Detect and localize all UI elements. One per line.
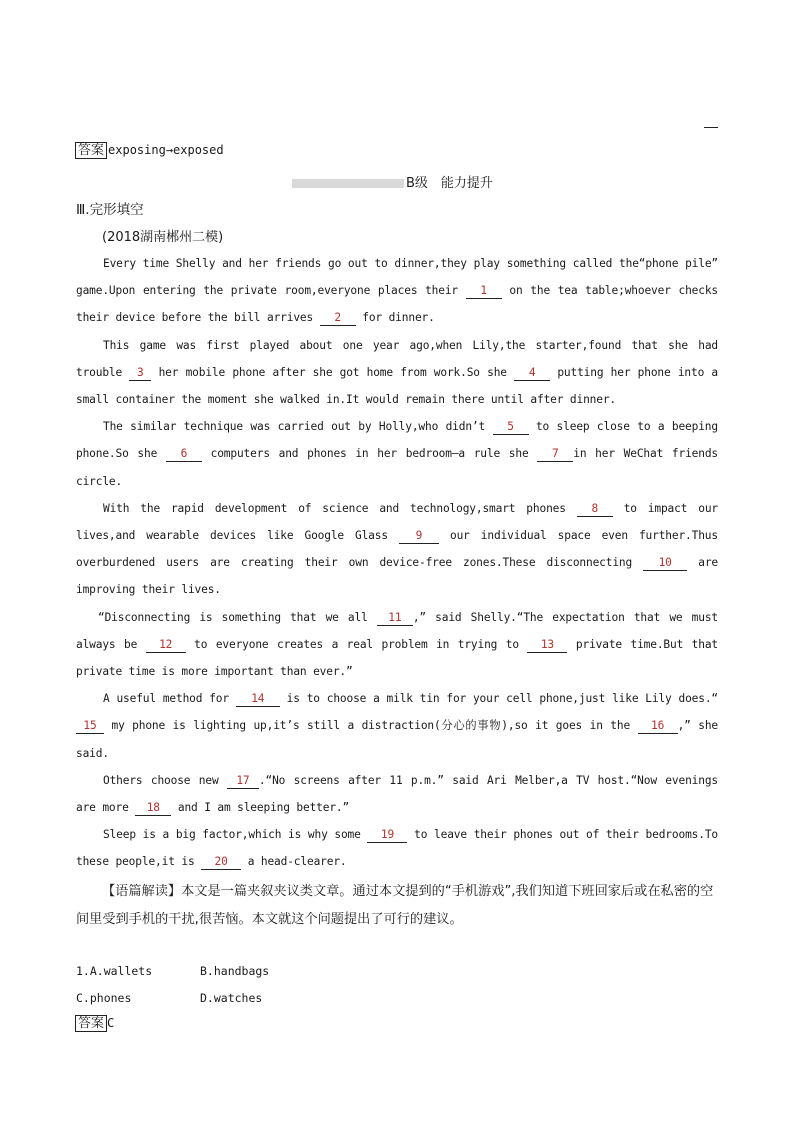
passage-text: Every time Shelly and her friends go out to dinner,they play something called the“phone pile” game.Upon entering the private room,everyone places their <box>76 257 718 298</box>
blank-6[interactable]: 6 <box>166 447 202 462</box>
passage-paragraph <box>76 332 718 414</box>
blank-8[interactable]: 8 <box>577 502 613 517</box>
passage-text: for dinner. <box>355 311 435 325</box>
passage-text: to everyone creates a real problem in trying to <box>185 637 528 651</box>
answer-text: C <box>107 1016 115 1030</box>
option-d[interactable]: D.watches <box>200 991 263 1005</box>
blank-1[interactable]: 1 <box>466 284 502 299</box>
passage-text: to leave their phones out of their bedrooms.To these people,it is <box>76 828 718 869</box>
answer-1 <box>75 1015 114 1032</box>
blank-20[interactable]: 20 <box>201 855 241 870</box>
blank-12[interactable]: 12 <box>146 638 186 653</box>
blank-15[interactable]: 15 <box>76 719 104 734</box>
answer-label: 答案 <box>75 142 107 159</box>
option-a[interactable]: 1.A.wallets <box>76 964 153 978</box>
reading-note: 【语篇解读】本文是一篇夹叙夹议类文章。通过本文提到的“手机游戏”,我们知道下班回家后或在私密的空间里受到手机的干扰,很苦恼。本文就这个问题提出了可行的建议。 <box>76 884 714 927</box>
level-banner <box>292 172 493 191</box>
answer-label: 答案 <box>75 1015 107 1032</box>
passage-text: her mobile phone after she got home from work.So she <box>151 365 515 379</box>
blank-17[interactable]: 17 <box>227 774 259 789</box>
passage-paragraph <box>76 821 718 875</box>
blank-19[interactable]: 19 <box>367 828 407 843</box>
passage-paragraph <box>76 604 718 686</box>
blank-3[interactable]: 3 <box>129 366 151 381</box>
passage-text: A useful method for <box>103 692 236 706</box>
answer-text: exposing→exposed <box>108 143 224 157</box>
section-source: (2018湖南郴州二模) <box>102 230 224 245</box>
blank-4[interactable]: 4 <box>514 366 550 381</box>
passage-text: a head-clearer. <box>241 855 347 869</box>
passage-text: and I am sleeping better.” <box>171 801 350 815</box>
passage-paragraph <box>76 767 718 821</box>
blank-16[interactable]: 16 <box>638 719 678 734</box>
passage-text: to impact our lives,and wearable devices like Google Glass <box>76 501 719 543</box>
banner-text: B级 能力提升 <box>406 176 493 191</box>
passage-text: our individual space even further.Thus overburdened users are creating their own device-free zones.These disconnecting <box>76 529 718 570</box>
passage-text: in her WeChat friends circle. <box>76 447 718 488</box>
passage-text: Others choose new <box>103 773 227 787</box>
passage-paragraph <box>76 495 718 604</box>
passage-text: is to choose a milk tin for your cell phone,just like Lily does.“ <box>279 692 719 706</box>
passage-text: With the rapid development of science and technology,smart phones <box>103 501 577 515</box>
question-1-options <box>76 958 324 1012</box>
passage-text: This game was first played about one year ago,when Lily,the starter,found that she had trouble <box>76 338 718 379</box>
option-b[interactable]: B.handbags <box>200 964 270 978</box>
blank-2[interactable]: 2 <box>320 311 356 326</box>
passage-text: putting her phone into a small container the moment she walked in.It would remain there until after dinner. <box>76 365 718 407</box>
previous-answer <box>75 142 224 159</box>
passage-paragraph <box>76 250 718 332</box>
passage-paragraph <box>76 685 718 767</box>
blank-11[interactable]: 11 <box>377 611 413 626</box>
passage-text: ,” she said. <box>76 719 719 760</box>
blank-5[interactable]: 5 <box>493 420 529 435</box>
option-c[interactable]: C.phones <box>76 991 132 1005</box>
blank-7[interactable]: 7 <box>537 447 573 462</box>
passage-text: ,” said Shelly.“The expectation that we must always be <box>76 610 718 651</box>
banner-bar <box>292 179 404 188</box>
passage-text: to sleep close to a beeping phone.So she <box>76 420 718 461</box>
blank-13[interactable]: 13 <box>527 638 567 653</box>
section-title: Ⅲ.完形填空 <box>76 202 144 218</box>
blank-18[interactable]: 18 <box>135 801 171 816</box>
blank-10[interactable]: 10 <box>643 556 687 571</box>
passage-paragraph <box>76 413 718 495</box>
passage-text: “Disconnecting is something that we all <box>98 610 377 624</box>
blank-14[interactable]: 14 <box>236 692 280 707</box>
passage-text: Sleep is a big factor,which is why some <box>103 828 368 842</box>
top-dash <box>704 127 718 128</box>
cloze-passage <box>76 250 718 876</box>
passage-text: private time.But that private time is more important than ever.” <box>76 637 718 679</box>
passage-text: on the tea table;whoever checks their device before the bill arrives <box>76 284 718 325</box>
passage-text: computers and phones in her bedroom—a rule she <box>201 447 538 461</box>
passage-text: are improving their lives. <box>76 556 718 597</box>
passage-text: .“No screens after 11 p.m.” said Ari Melber,a TV host.“Now evenings are more <box>76 773 718 815</box>
passage-text: The similar technique was carried out by Holly,who didn’t <box>103 420 493 434</box>
passage-text: my phone is lighting up,it’s still a distraction(分心的事物),so it goes in the <box>104 719 638 733</box>
blank-9[interactable]: 9 <box>399 529 439 544</box>
